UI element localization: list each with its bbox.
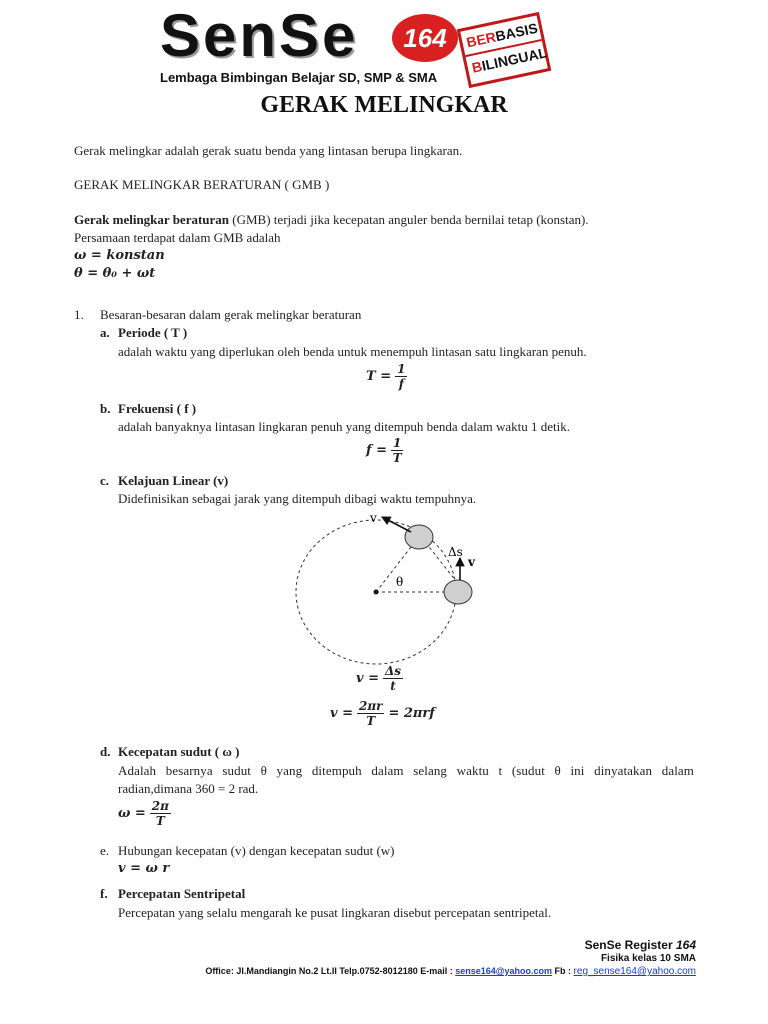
item-a-title: Periode ( T ) xyxy=(118,325,188,340)
label-v-top: v xyxy=(370,511,377,525)
item-a-text: adalah waktu yang diperlukan oleh benda untuk menempuh lintasan satu lingkaran penuh. xyxy=(118,344,587,359)
fraction-num: 1 xyxy=(397,362,406,376)
fraction-num: 2π xyxy=(151,799,169,813)
formula-lhs: f = xyxy=(366,443,388,458)
fraction-num: Δs xyxy=(384,664,402,678)
item-d-marker: d. xyxy=(100,744,111,759)
item-c-title: Kelajuan Linear (v) xyxy=(118,473,229,488)
footer-email-link[interactable]: sense164@yahoo.com xyxy=(455,966,553,976)
gmb-definition-text: (GMB) terjadi jika kecepatan anguler benda bernilai tetap (konstan). xyxy=(229,212,589,227)
item-f-title: Percepatan Sentripetal xyxy=(118,886,246,901)
fraction-den: T xyxy=(392,451,402,465)
item-b-text: adalah banyaknya lintasan lingkaran penuh yang ditempuh benda dalam waktu 1 detik. xyxy=(118,419,570,434)
footer-register-prefix: SenSe Register xyxy=(584,938,676,952)
page-title: GERAK MELINGKAR xyxy=(260,92,508,118)
fraction-num: 2πr xyxy=(358,699,383,713)
stamp-text-1b: BASIS xyxy=(493,19,540,45)
item-f-text: Percepatan yang selalu mengarah ke pusat lingkaran disebut percepatan sentripetal. xyxy=(118,905,552,920)
formula-lhs: v = xyxy=(330,706,353,721)
fraction xyxy=(391,436,403,465)
formula-v-omega-r: v = ω r xyxy=(118,861,170,876)
item-d-text-1: Adalah besarnya sudut θ yang ditempuh dalam selang waktu t (sudut θ ini dinyatakan dalam xyxy=(118,763,694,778)
fraction-num: 1 xyxy=(393,436,402,450)
item-f-marker: f. xyxy=(100,886,108,901)
fraction xyxy=(357,699,384,728)
formula-linear-speed-1 xyxy=(356,664,403,693)
item-b-title: Frekuensi ( f ) xyxy=(118,401,197,416)
fraction-den: f xyxy=(398,377,404,391)
item-e-marker: e. xyxy=(100,843,110,858)
footer-class: Fisika kelas 10 SMA xyxy=(600,953,696,964)
stamp-text-2b: ILINGUAL xyxy=(480,44,549,74)
stamp-text-1a: BER xyxy=(464,28,498,51)
section-heading: GERAK MELINGKAR BERATURAN ( GMB ) xyxy=(74,177,330,192)
formula-angular-speed xyxy=(118,799,171,828)
gmb-term: Gerak melingkar beraturan xyxy=(74,212,230,227)
item-c-marker: c. xyxy=(100,473,110,488)
fraction xyxy=(395,362,407,391)
gmb-eq-intro: Persamaan terdapat dalam GMB adalah xyxy=(74,230,281,245)
intro-paragraph: Gerak melingkar adalah gerak suatu benda yang lintasan berupa lingkaran. xyxy=(74,143,463,158)
footer-fb-label: Fb : xyxy=(552,966,574,976)
footer-office-text: Office: Jl.Mandiangin No.2 Lt.II Telp.0752-8012180 E-mail : xyxy=(205,966,456,976)
brand-tagline: Lembaga Bimbingan Belajar SD, SMP & SMA xyxy=(160,70,438,85)
label-delta-s: Δs xyxy=(448,545,463,559)
formula-lhs: v = xyxy=(356,671,379,686)
fraction-den: T xyxy=(155,814,165,828)
formula-lhs: ω = xyxy=(118,806,146,821)
gmb-eq2: θ = θ₀ + ωt xyxy=(74,266,156,281)
body-right xyxy=(444,580,472,604)
velocity-arrow-top xyxy=(382,517,411,532)
footer-register xyxy=(585,938,696,952)
item-e-text: Hubungan kecepatan (v) dengan kecepatan sudut (w) xyxy=(118,843,395,858)
item-d-text-2: radian,dimana 360 = 2 rad. xyxy=(118,781,259,796)
item-c-text: Didefinisikan sebagai jarak yang ditempuh dibagi waktu tempuhnya. xyxy=(118,491,477,506)
item-b-marker: b. xyxy=(100,401,111,416)
item-d-title: Kecepatan sudut ( ω ) xyxy=(118,744,240,759)
footer-office xyxy=(205,966,696,977)
label-v-right: v xyxy=(468,555,475,569)
bilingual-stamp xyxy=(457,12,552,88)
footer-register-number: 164 xyxy=(675,938,696,952)
formula-rhs: = 2πrf xyxy=(388,706,435,721)
gmb-definition xyxy=(74,212,589,228)
fraction xyxy=(150,799,171,828)
gmb-eq1: ω = konstan xyxy=(74,248,165,263)
item-a-marker: a. xyxy=(100,325,110,340)
center-point xyxy=(374,590,379,595)
formula-period xyxy=(366,362,407,391)
formula-linear-speed-2 xyxy=(330,699,435,728)
formula-frequency xyxy=(366,436,403,465)
fraction xyxy=(383,664,403,693)
footer-fb-link[interactable]: reg_sense164@yahoo.com xyxy=(573,966,696,977)
fraction-den: T xyxy=(366,714,376,728)
stamp-text-2a: B xyxy=(470,58,484,76)
brand-number-badge: 164 xyxy=(392,14,458,62)
circular-motion-diagram xyxy=(290,508,490,668)
fraction-den: t xyxy=(390,679,396,693)
label-theta: θ xyxy=(396,575,404,589)
body-top xyxy=(405,525,433,549)
list-number: 1. xyxy=(74,307,84,322)
brand-logo-text: SenSe xyxy=(160,2,359,69)
list-heading: Besaran-besaran dalam gerak melingkar beraturan xyxy=(100,307,362,322)
formula-lhs: T = xyxy=(366,369,392,384)
